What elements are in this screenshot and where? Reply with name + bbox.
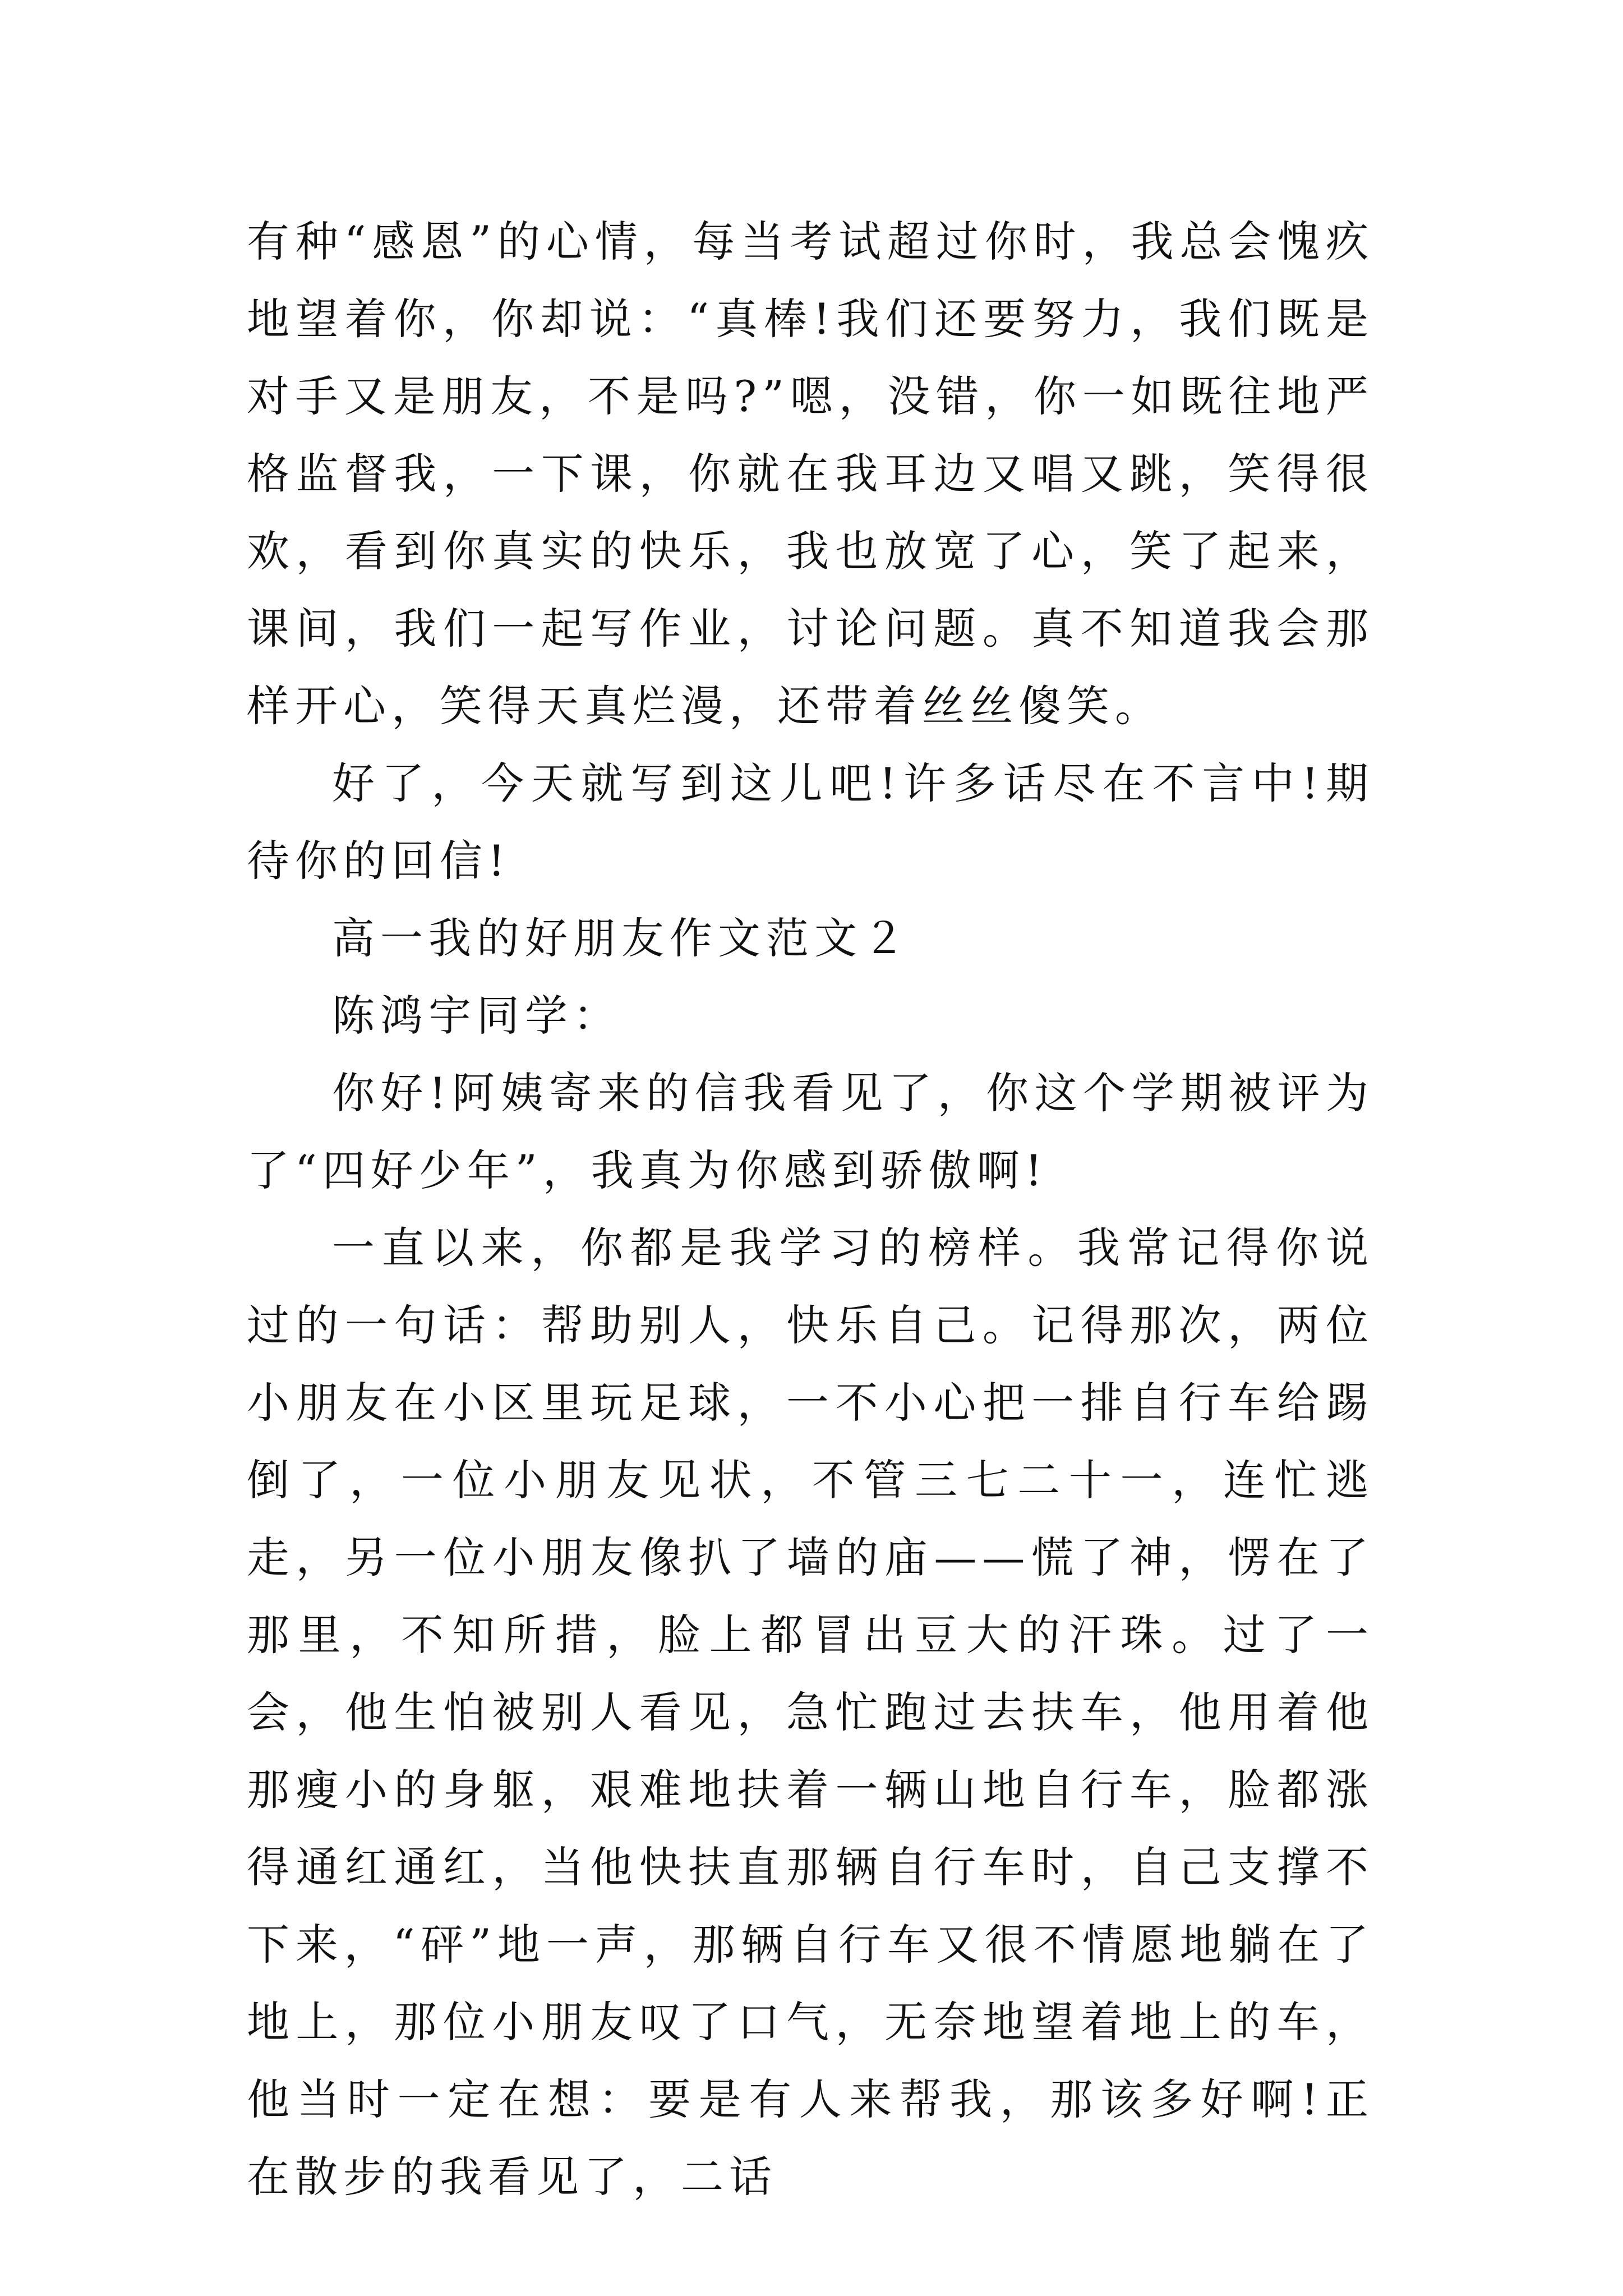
body-paragraph-4: 一直以来，你都是我学习的榜样。我常记得你说过的一句话：帮助别人，快乐自己。记得那次，两位小朋友在小区里玩足球，一不小心把一排自行车给踢倒了，一位小朋友见状，不管三七二十一，连忙逃走，另一位小朋友像扒了墙的庙——慌了神，愣在了那里，不知所措，脸上都冒出豆大的汗珠。过了一会，他生怕被别人看见，急忙跑过去扶车，他用着他那瘦小的身躯，艰难地扶着一辆山地自行车，脸都涨得通红通红，当他快扶直那辆自行车时，自己支撑不下来，“砰”地一声，那辆自行车又很不情愿地躺在了地上，那位小朋友叹了口气，无奈地望着地上的车，他当时一定在想：要是有人来帮我，那该多好啊!正在散步的我看见了，二话 — [247, 1223, 1374, 2202]
body-paragraph-3: 你好!阿姨寄来的信我看见了，你这个学期被评为了“四好少年”，我真为你感到骄傲啊! — [247, 1068, 1374, 1195]
letter-salutation: 陈鸿宇同学： — [332, 991, 621, 1041]
body-paragraph-1: 有种“感恩”的心情，每当考试超过你时，我总会愧疚地望着你，你却说：“真棒!我们还要努力，我们既是对手又是朋友，不是吗?”嗯，没错，你一如既往地严格监督我，一下课，你就在我耳边又唱又跳，笑得很欢，看到你真实的快乐，我也放宽了心，笑了起来，课间，我们一起写作业，讨论问题。真不知道我会那样开心，笑得天真烂漫，还带着丝丝傻笑。 — [247, 217, 1374, 731]
essay-heading: 高一我的好朋友作文范文２ — [332, 913, 911, 963]
document-body — [247, 203, 1374, 2216]
body-paragraph-2: 好了，今天就写到这儿吧!许多话尽在不言中!期待你的回信! — [247, 758, 1374, 886]
